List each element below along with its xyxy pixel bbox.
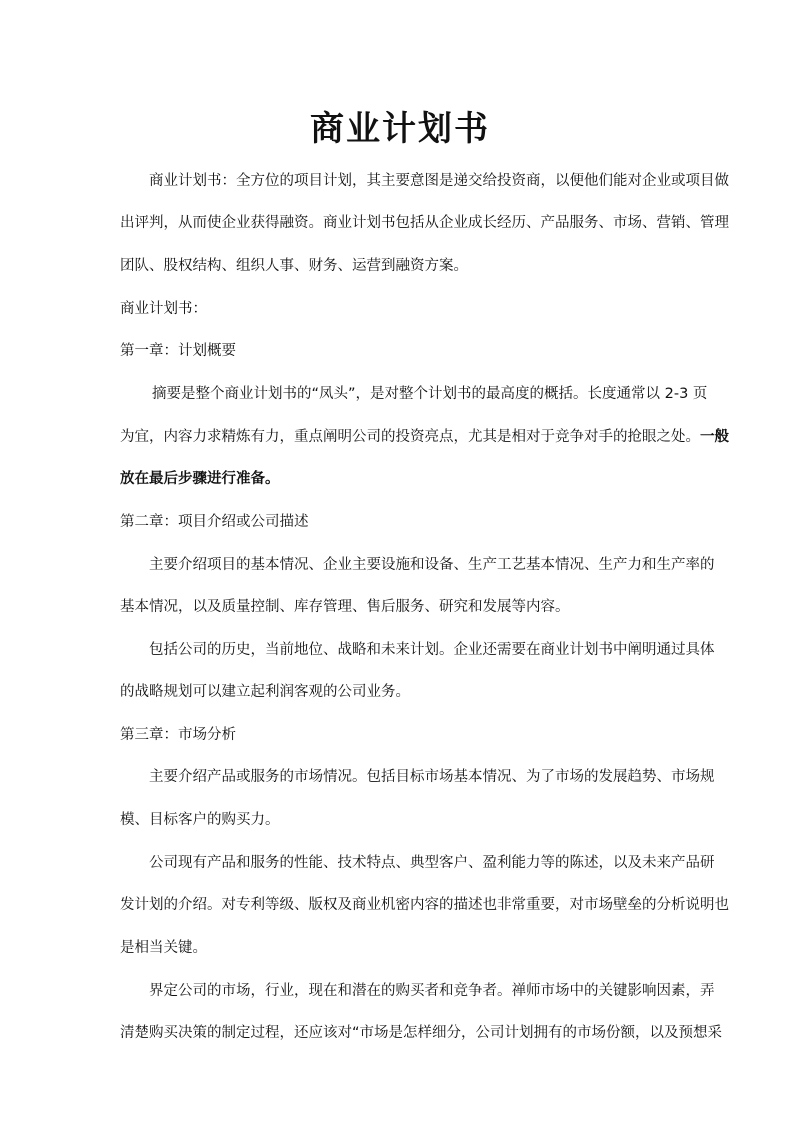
bold-text: 一般 — [700, 429, 729, 445]
paragraph-line: 主要介绍产品或服务的市场情况。包括目标市场基本情况、为了市场的发展趋势、市场规 — [149, 769, 715, 785]
paragraph-line: 基本情况，以及质量控制、库存管理、售后服务、研究和发展等内容。 — [120, 599, 570, 615]
paragraph-line: 团队、股权结构、组织人事、财务、运营到融资方案。 — [120, 258, 468, 274]
paragraph-line — [120, 468, 688, 490]
paragraph-line: 商业计划书：全方位的项目计划，其主要意图是递交给投资商，以便他们能对企业或项目做 — [149, 173, 729, 189]
paragraph-line: 为宜，内容力求精炼有力，重点阐明公司的投资亮点，尤其是相对于竞争对手的抢眼之处。一般 — [120, 429, 729, 445]
paragraph-line: 出评判，从而使企业获得融资。商业计划书包括从企业成长经历、产品服务、市场、营销、管理 — [120, 215, 729, 231]
bold-text: 放在最后步骤进行准备。 — [120, 471, 280, 487]
paragraph-line: 界定公司的市场，行业，现在和潜在的购买者和竞争者。禅师市场中的关键影响因素，弄 — [149, 983, 715, 999]
paragraph-line: 是相当关键。 — [120, 940, 207, 956]
paragraph-line: 模、目标客户的购买力。 — [120, 812, 280, 828]
paragraph-line: 摘要是整个商业计划书的“凤头”，是对整个计划书的最高度的概括。长度通常以 2-3 页 — [152, 386, 708, 402]
paragraph-line: 的战略规划可以建立起利润客观的公司业务。 — [120, 684, 410, 700]
section-label: 商业计划书： — [120, 301, 207, 317]
chapter-heading: 第一章：计划概要 — [120, 343, 236, 359]
paragraph-line: 主要介绍项目的基本情况、企业主要设施和设备、生产工艺基本情况、生产力和生产率的 — [149, 557, 715, 573]
paragraph-line: 公司现有产品和服务的性能、技术特点、典型客户、盈利能力等的陈述，以及未来产品研 — [149, 855, 715, 871]
paragraph-line: 清楚购买决策的制定过程，还应该对“市场是怎样细分，公司计划拥有的市场份额，以及预想采 — [120, 1025, 723, 1041]
document-title: 商业计划书 — [310, 109, 490, 149]
chapter-heading: 第三章：市场分析 — [120, 727, 236, 743]
paragraph-line: 包括公司的历史，当前地位、战略和未来计划。企业还需要在商业计划书中阐明通过具体 — [149, 642, 715, 658]
chapter-heading: 第二章：项目介绍或公司描述 — [120, 514, 309, 530]
paragraph-line: 发计划的介绍。对专利等级、版权及商业机密内容的描述也非常重要，对市场壁垒的分析说明也 — [120, 897, 729, 913]
